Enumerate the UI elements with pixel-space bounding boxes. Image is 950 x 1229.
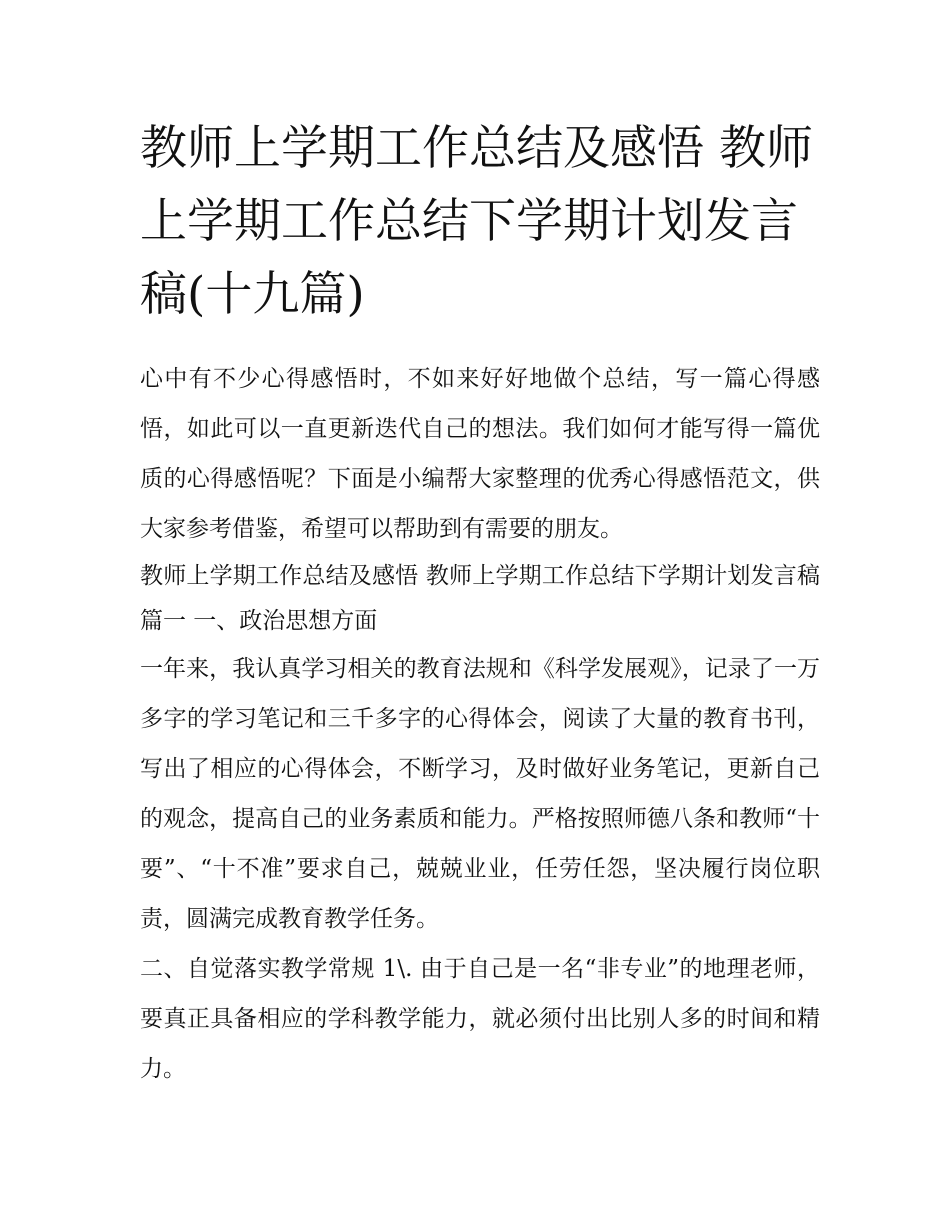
political-thought-paragraph: 一年来，我认真学习相关的教育法规和《科学发展观》，记录了一万多字的学习笔记和三千多字的心得体会，阅读了大量的教育书刊，写出了相应的心得体会，不断学习，及时做好业务笔记，更新自己的观念，提高自己的业务素质和能力。严格按照师德八条和教师“十要”、“十不准”要求自己，兢兢业业，任劳任怨，坚决履行岗位职责，圆满完成教育教学任务。 [140, 656, 820, 932]
intro-paragraph: 心中有不少心得感悟时，不如来好好地做个总结，写一篇心得感悟，如此可以一直更新迭代自己的想法。我们如何才能写得一篇优质的心得感悟呢？下面是小编帮大家整理的优秀心得感悟范文，供大家参考借鉴，希望可以帮助到有需要的朋友。 [140, 366, 820, 542]
teaching-routine-paragraph: 二、自觉落实教学常规 1\. 由于自己是一名“非专业”的地理老师，要真正具备相应的学科教学能力，就必须付出比别人多的时间和精力。 [140, 956, 820, 1082]
section-heading-paragraph: 教师上学期工作总结及感悟 教师上学期工作总结下学期计划发言稿篇一 一、政治思想方面 [140, 563, 820, 634]
document-body [140, 354, 820, 1094]
document-title: 教师上学期工作总结及感悟 教师上学期工作总结下学期计划发言稿(十九篇) [140, 121, 813, 322]
